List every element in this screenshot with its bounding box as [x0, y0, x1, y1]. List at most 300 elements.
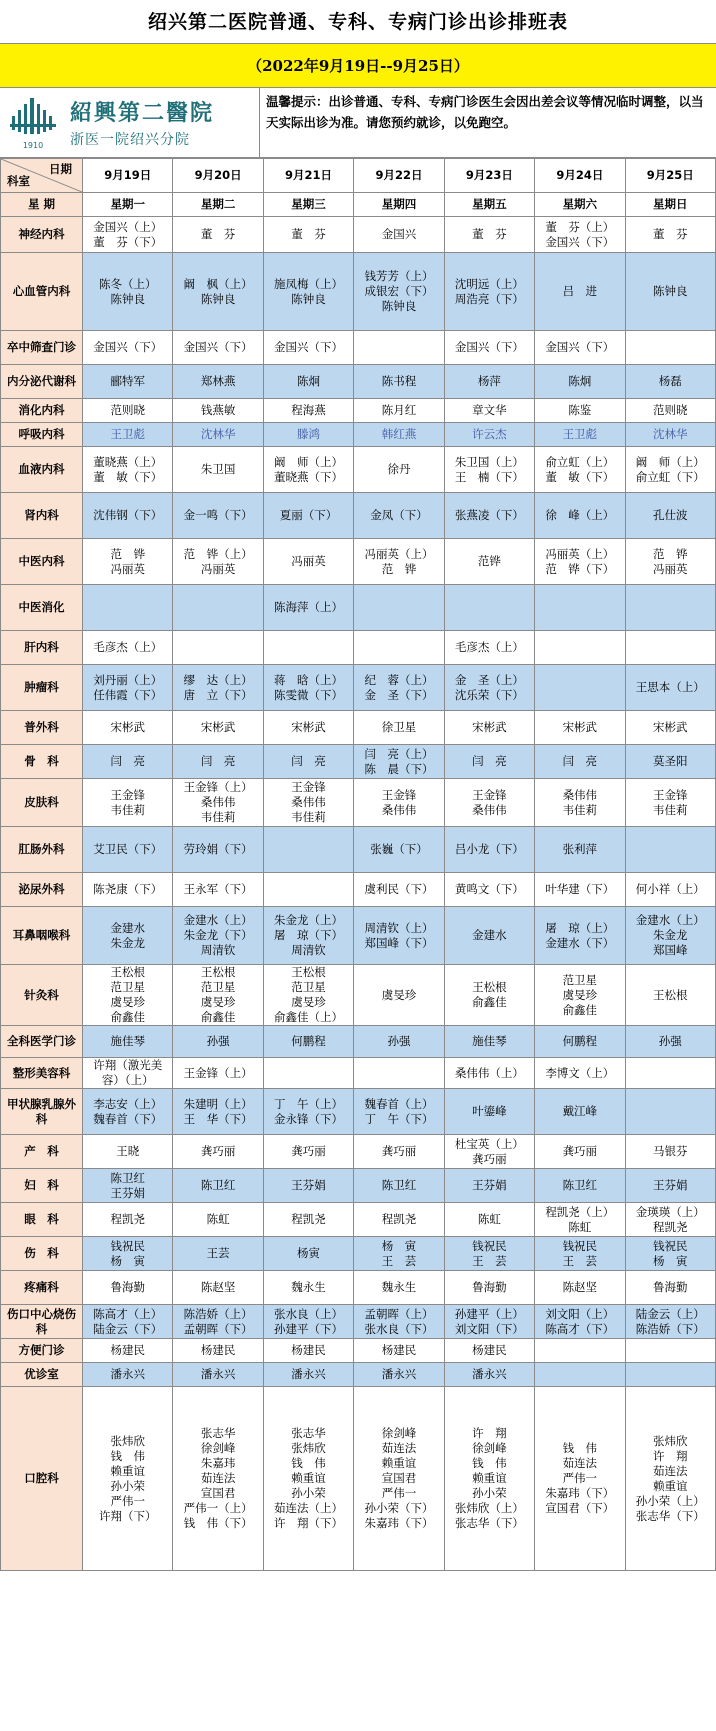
doctor-entry: 董 芬 [291, 227, 326, 241]
schedule-cell [354, 745, 444, 779]
doctor-entry: 范 铧 [653, 546, 688, 561]
schedule-cell [535, 399, 625, 423]
schedule-cell [535, 423, 625, 447]
schedule-cell [263, 907, 353, 965]
doctor-entry: 赖重谊 [110, 1463, 145, 1478]
doctor-entry: 刘丹丽（上） [93, 672, 163, 687]
doctor-entry: 陈卫红 [200, 1178, 236, 1192]
doctor-entry: 金国兴（下） [545, 340, 615, 354]
schedule-cell [173, 365, 263, 399]
schedule-cell [263, 711, 353, 745]
doctor-entry: 董 敏（下） [545, 469, 615, 484]
schedule-cell [625, 253, 715, 331]
doctor-entry: 金国兴（下） [545, 234, 615, 249]
doctor-entry: 孙小荣 [110, 1478, 145, 1493]
doctor-entry: 冯丽英（上） [545, 546, 615, 561]
schedule-cell [535, 965, 625, 1026]
schedule-body [1, 159, 716, 1571]
doctor-entry: 潘永兴 [381, 1367, 417, 1381]
department-name: 产 科 [1, 1135, 83, 1169]
schedule-cell [173, 493, 263, 539]
doctor-entry: 王 芸 [472, 1253, 507, 1268]
doctor-entry: 龚巧丽 [200, 1144, 236, 1158]
doctor-entry: 王松根 [472, 980, 507, 994]
schedule-cell [173, 253, 263, 331]
doctor-entry: 俞鑫佳 [200, 1010, 236, 1024]
doctor-entry: 金永锋（下） [274, 1111, 344, 1126]
date-header: 9月22日 [354, 159, 444, 193]
doctor-entry: 丁 午（上） [274, 1096, 344, 1111]
date-header: 9月21日 [263, 159, 353, 193]
schedule-cell [625, 365, 715, 399]
weekday-header: 星期一 [83, 193, 173, 217]
department-name: 眼 科 [1, 1203, 83, 1237]
schedule-cell [354, 1169, 444, 1203]
hospital-logo [0, 88, 260, 157]
doctor-entry: 沈林华 [653, 427, 688, 441]
doctor-entry: 孙小荣（上） [635, 1493, 705, 1508]
schedule-cell [83, 1089, 173, 1135]
department-row [1, 1203, 716, 1237]
schedule-cell [83, 1203, 173, 1237]
schedule-cell [535, 1089, 625, 1135]
doctor-entry: 虞旻珍 [110, 995, 145, 1009]
doctor-entry: 陈虹 [206, 1212, 230, 1226]
department-row [1, 1026, 716, 1058]
schedule-cell [83, 1026, 173, 1058]
schedule-cell [173, 539, 263, 585]
doctor-entry: 陈钟良 [291, 291, 326, 306]
doctor-entry: 郑国峰（下） [364, 935, 434, 950]
schedule-cell [173, 447, 263, 493]
date-header: 9月23日 [444, 159, 534, 193]
doctor-entry: 宋彬武 [472, 720, 507, 734]
doctor-entry: 朱金龙（下） [183, 928, 253, 942]
schedule-cell [263, 965, 353, 1026]
doctor-entry: 丁 午（下） [364, 1111, 434, 1126]
schedule-cell [83, 827, 173, 873]
doctor-entry: 赖重谊 [653, 1478, 688, 1493]
schedule-cell [173, 1237, 263, 1271]
doctor-entry: 金一鸣（下） [183, 508, 253, 522]
doctor-entry: 朱建明（上） [183, 1096, 253, 1111]
doctor-entry: 朱嘉玮 [200, 1456, 236, 1470]
schedule-cell [444, 1237, 534, 1271]
doctor-entry: 陈赵坚 [200, 1280, 236, 1294]
doctor-entry: 张志华 [291, 1426, 326, 1440]
doctor-entry: 韦佳莉 [291, 810, 326, 824]
doctor-entry: 钱 伟 [562, 1441, 598, 1455]
schedule-cell [444, 711, 534, 745]
doctor-entry: 茹连法 [562, 1456, 598, 1470]
schedule-cell [535, 539, 625, 585]
department-name: 疼痛科 [1, 1271, 83, 1305]
weekday-header: 星期四 [354, 193, 444, 217]
doctor-entry: 杨寅 [297, 1246, 321, 1260]
notice-text: 温馨提示：出诊普通、专科、专病门诊医生会因出差会议等情况临时调整，以当天实际出诊为准。请您预约就诊，以免跑空。 [266, 94, 704, 130]
schedule-cell [83, 1135, 173, 1169]
doctor-entry: 杨磊 [658, 374, 682, 388]
doctor-entry: 陈卫红 [562, 1178, 598, 1192]
schedule-cell [83, 631, 173, 665]
schedule-cell [173, 1305, 263, 1339]
doctor-entry: 金国兴（上） [93, 219, 163, 234]
doctor-entry: 宣国君 [200, 1486, 236, 1500]
schedule-cell [354, 665, 444, 711]
department-name: 中医内科 [1, 539, 83, 585]
doctor-entry: 闫 亮 [110, 754, 145, 768]
schedule-cell [625, 1237, 715, 1271]
doctor-entry: 龚巧丽 [472, 1151, 507, 1166]
schedule-cell [83, 1339, 173, 1363]
schedule-cell [83, 873, 173, 907]
doctor-entry: 韦佳莉 [653, 802, 688, 817]
doctor-entry: 王金锋 [653, 787, 688, 802]
schedule-cell [354, 779, 444, 827]
doctor-entry: 蒋 晗（上） [274, 672, 344, 687]
doctor-entry: 程凯尧 [110, 1212, 145, 1226]
schedule-cell [83, 711, 173, 745]
doctor-entry: 鲁海勤 [653, 1280, 688, 1294]
schedule-cell [535, 711, 625, 745]
schedule-cell [535, 447, 625, 493]
doctor-entry: 闫 亮 [200, 754, 236, 768]
doctor-entry: 王金锋 [381, 787, 417, 802]
schedule-cell [263, 539, 353, 585]
doctor-entry: 朱卫国（上） [454, 454, 524, 469]
schedule-cell [625, 665, 715, 711]
department-row [1, 217, 716, 253]
schedule-cell [263, 331, 353, 365]
doctor-entry: 龚巧丽 [291, 1144, 326, 1158]
doctor-entry: 董 芬 [472, 227, 507, 241]
schedule-cell [625, 745, 715, 779]
doctor-entry: 孙小荣（下） [364, 1501, 434, 1515]
department-name: 肝内科 [1, 631, 83, 665]
doctor-entry: 张水良（下） [364, 1321, 434, 1336]
schedule-cell [625, 423, 715, 447]
schedule-cell [625, 1089, 715, 1135]
doctor-entry: 孟朝晖（上） [364, 1306, 434, 1321]
doctor-entry: 王 芸 [562, 1253, 598, 1268]
schedule-cell [354, 539, 444, 585]
doctor-entry: 范卫星 [291, 980, 326, 994]
schedule-cell [444, 1089, 534, 1135]
doctor-entry: 金建水（下） [545, 935, 615, 950]
schedule-cell [173, 907, 263, 965]
doctor-entry: 陈钟良 [110, 291, 145, 306]
schedule-cell [173, 331, 263, 365]
department-name: 整形美容科 [1, 1058, 83, 1089]
schedule-cell [354, 1363, 444, 1387]
department-row [1, 873, 716, 907]
doctor-entry: 闫 亮 [291, 754, 326, 768]
doctor-entry: 范卫星 [200, 980, 236, 994]
schedule-cell [173, 1387, 263, 1571]
schedule-cell [444, 447, 534, 493]
logo-year: 1910 [22, 140, 44, 150]
schedule-cell [354, 1203, 444, 1237]
doctor-entry: 艾卫民（下） [93, 842, 163, 856]
doctor-entry: 毛彦杰（上） [93, 640, 163, 654]
schedule-cell [444, 365, 534, 399]
doctor-entry: 冯丽英 [291, 554, 326, 568]
department-name: 心血管内科 [1, 253, 83, 331]
doctor-entry: 成银宏（下） [364, 284, 434, 298]
schedule-cell [83, 423, 173, 447]
doctor-entry: 陈月红 [381, 403, 417, 417]
doctor-entry: 王芸 [206, 1246, 230, 1260]
doctor-entry: 茹连法 [653, 1463, 688, 1478]
department-row [1, 745, 716, 779]
doctor-entry: 施凤梅（上） [274, 276, 344, 291]
doctor-entry: 陈浩娇（下） [635, 1321, 705, 1336]
doctor-entry: 陈虹 [477, 1212, 501, 1226]
doctor-entry: 叶华建（下） [545, 882, 615, 896]
schedule-cell [354, 873, 444, 907]
schedule-cell [354, 711, 444, 745]
schedule-cell [444, 1203, 534, 1237]
doctor-entry: 王 华（下） [183, 1111, 253, 1126]
doctor-entry: 黄鸣文（下） [454, 882, 524, 896]
department-row [1, 585, 716, 631]
doctor-entry: 陈虹 [568, 1219, 592, 1234]
doctor-entry: 杨建民 [110, 1343, 145, 1357]
schedule-cell [535, 1135, 625, 1169]
doctor-entry: 范 铧 [110, 546, 145, 561]
department-row [1, 253, 716, 331]
doctor-entry: 张巍（下） [370, 842, 428, 856]
doctor-entry: 严伟一 [110, 1493, 145, 1508]
doctor-entry: 朱金龙 [110, 935, 145, 950]
doctor-entry: 张志华 [200, 1426, 236, 1440]
schedule-cell [263, 1203, 353, 1237]
doctor-entry: 赖重谊 [381, 1456, 417, 1470]
schedule-cell [263, 1271, 353, 1305]
schedule-cell [83, 1271, 173, 1305]
schedule-cell [535, 253, 625, 331]
schedule-cell [444, 1026, 534, 1058]
schedule-cell [354, 365, 444, 399]
schedule-cell [535, 665, 625, 711]
page-title: 绍兴第二医院普通、专科、专病门诊出诊排班表 [0, 0, 716, 44]
doctor-entry: 金瑛瑛（上） [635, 1204, 705, 1219]
doctor-entry: 孙强 [387, 1034, 411, 1048]
schedule-cell [535, 1026, 625, 1058]
department-row [1, 1363, 716, 1387]
doctor-entry: 钱燕敏 [200, 403, 236, 417]
department-row [1, 1387, 716, 1571]
schedule-cell [625, 779, 715, 827]
doctor-entry: 王芬娟 [653, 1178, 688, 1192]
schedule-cell [263, 423, 353, 447]
schedule-cell [535, 1169, 625, 1203]
doctor-entry: 虞旻珍 [381, 987, 417, 1002]
schedule-cell [173, 965, 263, 1026]
schedule-cell [354, 631, 444, 665]
doctor-entry: 朱金龙（上） [274, 913, 344, 927]
department-row [1, 365, 716, 399]
doctor-entry: 钱祝民 [472, 1238, 507, 1253]
doctor-entry: 陈卫红 [110, 1170, 145, 1185]
corner-dept-label: 科室 [7, 174, 30, 188]
doctor-entry: 闫 亮 [562, 754, 598, 768]
doctor-entry: 周清钦 [291, 943, 326, 957]
schedule-cell [83, 1363, 173, 1387]
schedule-cell [444, 1058, 534, 1089]
doctor-entry: 潘永兴 [110, 1367, 145, 1381]
corner-date-label: 日期 [49, 162, 72, 176]
doctor-entry: 俞鑫佳 [110, 1010, 145, 1024]
department-row [1, 1169, 716, 1203]
doctor-entry: 缪 达（上） [183, 672, 253, 687]
schedule-cell [535, 1363, 625, 1387]
schedule-cell [354, 1058, 444, 1089]
doctor-entry: 朱卫国 [200, 462, 236, 476]
doctor-entry: 刘文阳（上） [545, 1306, 615, 1321]
schedule-cell [173, 585, 263, 631]
doctor-entry: 周浩亮（下） [454, 291, 524, 306]
doctor-entry: 龚巧丽 [381, 1144, 417, 1158]
doctor-entry: 杨建民 [472, 1343, 507, 1357]
doctor-entry: 桑伟伟（上） [454, 1065, 524, 1080]
weekday-label: 星 期 [1, 193, 83, 217]
schedule-cell [625, 585, 715, 631]
hospital-subtitle: 浙医一院绍兴分院 [70, 132, 190, 148]
department-name: 骨 科 [1, 745, 83, 779]
schedule-cell [444, 907, 534, 965]
department-name: 口腔科 [1, 1387, 83, 1571]
schedule-cell [263, 253, 353, 331]
doctor-entry: 夏丽（下） [279, 508, 338, 522]
doctor-entry: 金国兴（下） [454, 340, 524, 354]
schedule-cell [83, 965, 173, 1026]
doctor-entry: 孙小荣 [472, 1486, 507, 1500]
department-row [1, 1058, 716, 1089]
doctor-entry: 钱祝民 [653, 1238, 688, 1253]
doctor-entry: 钱 伟 [291, 1456, 326, 1470]
schedule-cell [535, 585, 625, 631]
schedule-cell [173, 873, 263, 907]
department-name: 妇 科 [1, 1169, 83, 1203]
doctor-entry: 郑国峰 [653, 943, 688, 957]
doctor-entry: 冯丽英 [200, 561, 236, 576]
schedule-cell [354, 423, 444, 447]
schedule-cell [83, 779, 173, 827]
doctor-entry: 鲁海勤 [472, 1280, 507, 1294]
schedule-cell [625, 827, 715, 873]
schedule-cell [263, 665, 353, 711]
schedule-cell [83, 217, 173, 253]
department-name: 伤口中心烧伤科 [1, 1305, 83, 1339]
doctor-entry: 韩红燕 [381, 427, 417, 441]
weekday-header: 星期五 [444, 193, 534, 217]
schedule-cell [173, 1135, 263, 1169]
doctor-entry: 钱 伟（下） [183, 1516, 253, 1530]
doctor-entry: 茹连法 [381, 1441, 417, 1455]
doctor-entry: 金 圣（下） [364, 687, 434, 702]
doctor-entry: 程凯尧（上） [545, 1204, 615, 1219]
schedule-cell [83, 331, 173, 365]
weekday-header: 星期六 [535, 193, 625, 217]
weekday-header: 星期三 [263, 193, 353, 217]
doctor-entry: 杨萍 [477, 374, 501, 388]
doctor-entry: 施佳琴 [472, 1034, 507, 1048]
schedule-cell [83, 907, 173, 965]
department-row [1, 1339, 716, 1363]
schedule-cell [83, 365, 173, 399]
department-name: 肾内科 [1, 493, 83, 539]
doctor-entry: 俞立虹（上） [545, 454, 615, 469]
doctor-entry: 许 翔 [472, 1426, 507, 1440]
schedule-cell [535, 745, 625, 779]
doctor-entry: 滕鸿 [297, 427, 321, 441]
doctor-entry: 施佳琴 [110, 1034, 145, 1048]
doctor-entry: 严伟一 [381, 1486, 417, 1500]
doctor-entry: 张炜欣 [653, 1433, 688, 1448]
department-name: 优诊室 [1, 1363, 83, 1387]
doctor-entry: 魏永生 [291, 1280, 326, 1294]
doctor-entry: 严伟一 [562, 1471, 598, 1485]
doctor-entry: 王芬娟 [472, 1178, 507, 1192]
doctor-entry: 董 芬 [200, 227, 236, 241]
doctor-entry: 范铧 [477, 554, 501, 568]
schedule-cell [535, 493, 625, 539]
doctor-entry: 宣国君（下） [545, 1501, 615, 1515]
schedule-cell [83, 1058, 173, 1089]
doctor-entry: 何鹏程 [562, 1034, 598, 1048]
doctor-entry: 冯丽英（上） [364, 546, 434, 561]
department-name: 消化内科 [1, 399, 83, 423]
doctor-entry: 金建水 [472, 928, 507, 942]
doctor-entry: 赖重谊 [472, 1471, 507, 1485]
schedule-cell [444, 1339, 534, 1363]
doctor-entry: 陈高才（上） [93, 1306, 163, 1321]
doctor-entry: 陈炯 [297, 374, 321, 388]
doctor-entry: 金 圣（上） [454, 672, 524, 687]
doctor-entry: 李志安（上） [93, 1096, 163, 1111]
doctor-entry: 鲁海勤 [110, 1280, 145, 1294]
doctor-entry: 杜宝英（上） [454, 1136, 524, 1151]
doctor-entry: 俞鑫佳 [472, 995, 507, 1009]
doctor-entry: 何鹏程 [291, 1034, 326, 1048]
schedule-cell [354, 1339, 444, 1363]
doctor-entry: 虞利民（下） [364, 882, 434, 896]
schedule-cell [354, 1237, 444, 1271]
doctor-entry: 张志华（下） [454, 1516, 524, 1530]
doctor-entry: 郦特军 [110, 374, 145, 388]
schedule-cell [444, 665, 534, 711]
schedule-cell [535, 1058, 625, 1089]
doctor-entry: 陆金云（上） [635, 1306, 705, 1321]
schedule-cell [535, 827, 625, 873]
schedule-cell [535, 1387, 625, 1571]
doctor-entry: 容）（上） [101, 1073, 154, 1087]
doctor-entry: 陈冬（上） [98, 276, 157, 291]
schedule-cell [173, 711, 263, 745]
schedule-cell [625, 1305, 715, 1339]
schedule-cell [83, 447, 173, 493]
doctor-entry: 王思本（上） [635, 680, 705, 694]
doctor-entry: 刘文阳（下） [454, 1321, 524, 1336]
schedule-cell [263, 745, 353, 779]
schedule-cell [444, 745, 534, 779]
doctor-entry: 王松根 [200, 965, 236, 979]
schedule-cell [444, 779, 534, 827]
doctor-entry: 钱祝民 [562, 1238, 598, 1253]
doctor-entry: 吕小龙（下） [454, 842, 524, 856]
doctor-entry: 王松根 [653, 987, 688, 1002]
